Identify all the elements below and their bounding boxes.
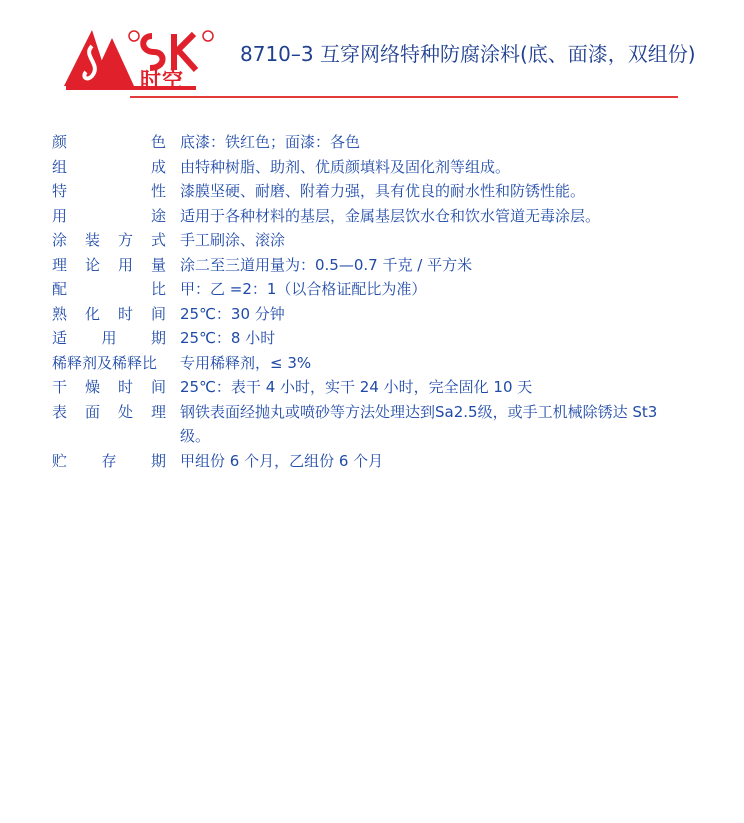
spec-label-char: 干: [52, 378, 68, 396]
spec-label-char: 论: [84, 255, 100, 274]
spec-label-char: 方: [117, 231, 133, 249]
spec-label-char: 理: [150, 402, 166, 421]
spec-value: 钢铁表面经抛丸或喷砂等方法处理达到Sa2.5级，或手工机械除锈达 St3 级。: [180, 402, 658, 445]
spec-label-char: 用: [101, 329, 117, 347]
spec-label-char: 处: [117, 402, 133, 421]
spec-list: [52, 130, 692, 473]
spec-label: [52, 155, 166, 180]
spec-label: [52, 400, 166, 449]
spec-label: [52, 277, 166, 302]
spec-label-char: 化: [84, 304, 100, 323]
spec-label-char: 时: [117, 304, 133, 323]
spec-label: [52, 302, 166, 327]
spec-label-char: 途: [150, 206, 166, 225]
spec-label: [52, 204, 166, 229]
spec-value: 25℃：表干 4 小时，实干 24 小时，完全固化 10 天: [180, 378, 533, 396]
spec-label-char: 熟: [52, 304, 68, 323]
spec-label-char: 式: [150, 231, 166, 249]
spec-label-char: 间: [150, 304, 166, 323]
spec-label-char: 特: [52, 182, 68, 200]
spec-label: [52, 375, 166, 400]
spec-row: [52, 449, 692, 474]
spec-value: 由特种树脂、助剂、优质颜填料及固化剂等组成。: [180, 157, 511, 176]
spec-label-char: 间: [150, 378, 166, 396]
spec-label-char: 面: [84, 402, 100, 421]
spec-row: [52, 326, 692, 351]
spec-label-char: 期: [150, 451, 166, 470]
spec-label-char: 色: [150, 133, 166, 151]
header: [0, 0, 744, 110]
spec-value: 甲组份 6 个月，乙组份 6 个月: [180, 451, 384, 470]
spec-label-char: 燥: [84, 378, 100, 396]
header-divider: [130, 96, 678, 98]
spec-row: [52, 277, 692, 302]
spec-row: [52, 204, 692, 229]
spec-label-char: 稀释剂及稀释比: [52, 353, 158, 372]
spec-label-char: 用: [52, 206, 68, 225]
spec-label-char: 量: [150, 255, 166, 274]
spec-value: 底漆：铁红色；面漆：各色: [180, 133, 361, 151]
spec-value: 25℃：30 分钟: [180, 304, 285, 323]
product-title: 8710–3 互穿网络特种防腐涂料(底、面漆，双组份): [240, 42, 696, 66]
spec-value: 25℃：8 小时: [180, 329, 276, 347]
spec-value: 漆膜坚硬、耐磨、附着力强，具有优良的耐水性和防锈性能。: [180, 182, 586, 200]
spec-label: [52, 253, 166, 278]
spec-value: 适用于各种材料的基层，金属基层饮水仓和饮水管道无毒涂层。: [180, 206, 601, 225]
spec-label: [52, 130, 166, 155]
spec-label-char: 存: [101, 451, 117, 470]
spec-label-char: 期: [150, 329, 166, 347]
spec-label-char: 涂: [52, 231, 68, 249]
spec-label: [52, 326, 166, 351]
spec-value: 涂二至三道用量为：0.5—0.7 千克 / 平方米: [180, 255, 473, 274]
spec-label-char: 理: [52, 255, 68, 274]
spec-label-char: 性: [150, 182, 166, 200]
spec-label-char: 贮: [52, 451, 68, 470]
spec-value: 专用稀释剂，≤ 3%: [180, 353, 312, 372]
spec-row: [52, 351, 692, 376]
spec-value: 甲：乙 =2：1（以合格证配比为准）: [180, 280, 427, 298]
spec-row: [52, 179, 692, 204]
spec-row: [52, 400, 692, 449]
spec-label-char: 配: [52, 280, 68, 298]
spec-label-char: 时: [117, 378, 133, 396]
spec-label-char: 装: [84, 231, 100, 249]
spec-label-char: 用: [117, 255, 133, 274]
spec-label-char: 比: [150, 280, 166, 298]
spec-label: [52, 228, 166, 253]
spec-row: [52, 228, 692, 253]
spec-value: 手工刷涂、滚涂: [180, 231, 286, 249]
spec-label: [52, 351, 166, 376]
spec-row: [52, 375, 692, 400]
spec-label-char: 表: [52, 402, 68, 421]
spec-label-char: 组: [52, 157, 68, 176]
spec-label-char: 适: [52, 329, 68, 347]
spec-row: [52, 155, 692, 180]
spec-label: [52, 449, 166, 474]
spec-row: [52, 130, 692, 155]
spec-label-char: 颜: [52, 133, 68, 151]
spec-label-char: 成: [150, 157, 166, 176]
spec-row: [52, 302, 692, 327]
spec-row: [52, 253, 692, 278]
logo-text: 时空: [140, 68, 184, 92]
spec-label: [52, 179, 166, 204]
